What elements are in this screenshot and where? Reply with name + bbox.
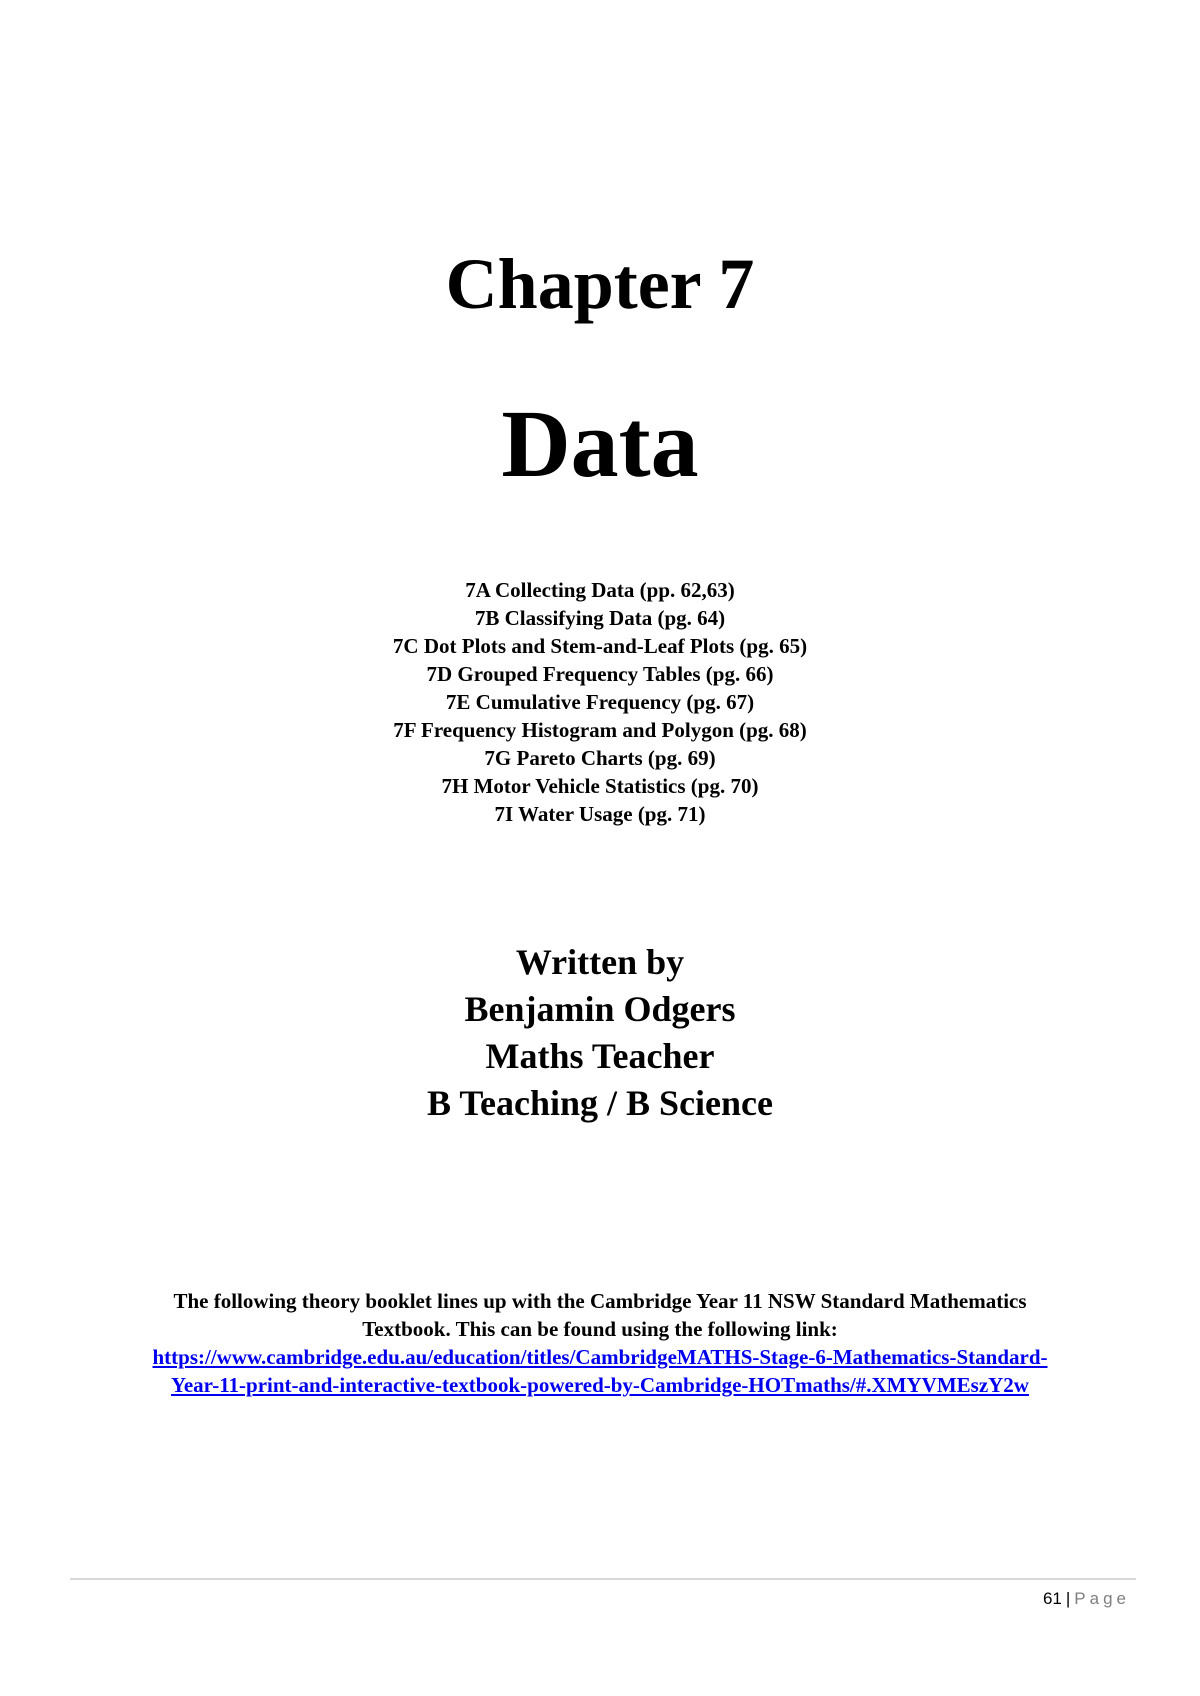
author-block bbox=[0, 939, 1200, 1127]
contents-item: 7A Collecting Data (pp. 62,63) bbox=[465, 578, 735, 602]
contents-item: 7G Pareto Charts (pg. 69) bbox=[484, 746, 716, 770]
note-line-1: The following theory booklet lines up with the Cambridge Year 11 NSW Standard Mathematics bbox=[173, 1289, 1027, 1313]
page-number: 61 bbox=[1042, 1589, 1062, 1608]
textbook-link-continued[interactable] bbox=[60, 1371, 1140, 1399]
page-label: Page bbox=[1074, 1589, 1130, 1608]
contents-item: 7H Motor Vehicle Statistics (pg. 70) bbox=[441, 774, 759, 798]
contents-item: 7I Water Usage (pg. 71) bbox=[494, 802, 706, 826]
contents-item: 7C Dot Plots and Stem-and-Leaf Plots (pg. 65) bbox=[392, 634, 808, 658]
textbook-link-line-2[interactable]: Year-11-print-and-interactive-textbook-powered-by-Cambridge-HOTmaths/#.XMYVMEszY2w bbox=[171, 1373, 1029, 1397]
textbook-note bbox=[60, 1287, 1140, 1399]
footer-divider bbox=[70, 1578, 1136, 1580]
contents-item: 7E Cumulative Frequency (pg. 67) bbox=[445, 690, 755, 714]
author-qualifications: B Teaching / B Science bbox=[426, 1083, 774, 1123]
footer-separator: | bbox=[1065, 1589, 1071, 1608]
page-footer bbox=[1043, 1588, 1130, 1610]
textbook-link[interactable] bbox=[60, 1343, 1140, 1371]
contents-item: 7D Grouped Frequency Tables (pg. 66) bbox=[426, 662, 774, 686]
written-by-label: Written by bbox=[515, 942, 685, 982]
chapter-subject: Data bbox=[501, 390, 699, 497]
chapter-contents-list bbox=[0, 576, 1200, 828]
chapter-title: Chapter 7 bbox=[445, 244, 755, 324]
textbook-link-line-1[interactable]: https://www.cambridge.edu.au/education/titles/CambridgeMATHS-Stage-6-Mathematics-Standard- bbox=[152, 1345, 1048, 1369]
author-role: Maths Teacher bbox=[485, 1036, 715, 1076]
author-name: Benjamin Odgers bbox=[464, 989, 736, 1029]
contents-item: 7F Frequency Histogram and Polygon (pg. 68) bbox=[393, 718, 807, 742]
note-line-2: Textbook. This can be found using the following link: bbox=[362, 1317, 838, 1341]
contents-item: 7B Classifying Data (pg. 64) bbox=[474, 606, 726, 630]
